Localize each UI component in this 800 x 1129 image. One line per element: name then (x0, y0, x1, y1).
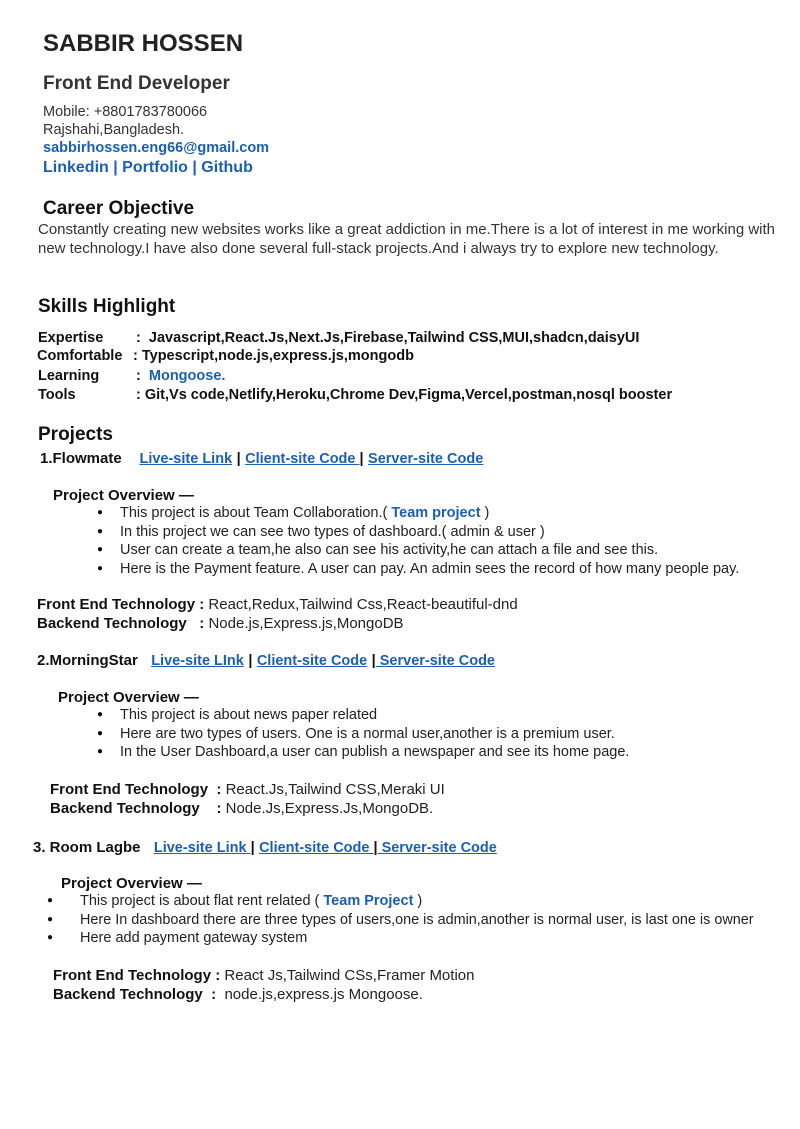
skills-heading: Skills Highlight (38, 296, 176, 317)
project-1-header: 1.Flowmate Live-site Link | Client-site Code | Server-site Code (40, 450, 484, 467)
skill-row-learning: Learning : Mongoose. (38, 368, 226, 384)
project-2-front-tech: Front End Technology : React.Js,Tailwind CSS,Meraki UI (50, 781, 445, 798)
portfolio-link[interactable]: Portfolio (122, 159, 188, 176)
project-title: 2.MorningStar (37, 652, 138, 669)
job-title: Front End Developer (43, 73, 230, 94)
career-objective-text: Constantly creating new websites works like a great addiction in me.There is a lot of interest in me working with new technology.I have also done several full-stack projects.And i always try to explore new technology. (38, 221, 775, 257)
person-name: SABBIR HOSSEN (43, 30, 244, 57)
team-project-tag: Team project (391, 505, 481, 521)
linkedin-link[interactable]: Linkedin (43, 159, 109, 176)
project-overview-label: Project Overview — (53, 487, 194, 504)
list-item: ● This project is about news paper related (120, 707, 629, 726)
project-2-bullets (120, 707, 629, 763)
list-item: ● This project is about flat rent related ( Team Project ) (80, 893, 754, 912)
project-1-front-tech: Front End Technology : React,Redux,Tailwind Css,React-beautiful-dnd (37, 596, 518, 613)
live-site-link[interactable]: Live-site Link (139, 451, 233, 467)
server-site-code-link[interactable]: Server-site Code (377, 840, 497, 856)
project-2-back-tech: Backend Technology : Node.Js,Express.Js,MongoDB. (50, 800, 434, 817)
skill-value: Git,Vs code,Netlify,Heroku,Chrome Dev,Figma,Vercel,postman,nosql booster (144, 387, 673, 403)
profile-links: Linkedin | Portfolio | Github (43, 159, 253, 176)
list-item: ● In this project we can see two types of dashboard.( admin & user ) (120, 524, 739, 543)
skill-value: Typescript,node.js,express.js,mongodb (141, 348, 414, 364)
server-site-code-link[interactable]: Server-site Code (368, 451, 484, 467)
skill-label: Tools (38, 387, 76, 403)
skill-value: Mongoose. (148, 368, 226, 384)
project-3-bullets (80, 893, 754, 949)
list-item: ● In the User Dashboard,a user can publish a newspaper and see its home page. (120, 744, 629, 763)
project-2-header: 2.MorningStar Live-site LInk | Client-site Code | Server-site Code (37, 652, 495, 669)
project-title: 1.Flowmate (40, 450, 122, 467)
list-item: ● User can create a team,he also can see his activity,he can attach a file and see this. (120, 542, 739, 561)
skill-label: Learning (38, 368, 100, 384)
github-link[interactable]: Github (201, 159, 253, 176)
list-item: ● Here In dashboard there are three types of users,one is admin,another is normal user, is last one is owner (80, 912, 754, 931)
project-overview-label: Project Overview — (58, 689, 199, 706)
skill-label: Expertise (38, 330, 104, 346)
project-3-front-tech: Front End Technology : React Js,Tailwind CSs,Framer Motion (53, 967, 475, 984)
list-item: ● Here are two types of users. One is a normal user,another is a premium user. (120, 726, 629, 745)
skill-value: Javascript,React.Js,Next.Js,Firebase,Tailwind CSS,MUI,shadcn,daisyUI (148, 330, 640, 346)
client-site-code-link[interactable]: Client-site Code (245, 451, 360, 467)
career-objective-heading: Career Objective (43, 198, 195, 219)
project-title: 3. Room Lagbe (33, 839, 141, 856)
list-item: ● This project is about Team Collaboration.( Team project ) (120, 505, 739, 524)
email-link[interactable]: sabbirhossen.eng66@gmail.com (43, 140, 270, 156)
project-3-header: 3. Room Lagbe Live-site Link | Client-site Code | Server-site Code (33, 839, 497, 856)
live-site-link[interactable]: Live-site LInk (151, 653, 244, 669)
projects-heading: Projects (38, 424, 113, 445)
list-item: ● Here add payment gateway system (80, 930, 754, 949)
project-1-back-tech: Backend Technology : Node.js,Express.js,MongoDB (37, 615, 404, 632)
mobile-number: Mobile: +8801783780066 (43, 104, 208, 120)
client-site-code-link[interactable]: Client-site Code (256, 653, 368, 669)
team-project-tag: Team Project (323, 893, 414, 909)
project-1-bullets (120, 505, 739, 579)
skill-row-expertise: Expertise : Javascript,React.Js,Next.Js,Firebase,Tailwind CSS,MUI,shadcn,daisyUI (38, 330, 640, 346)
client-site-code-link[interactable]: Client-site Code (259, 840, 374, 856)
skill-row-comfortable: Comfortable : Typescript,node.js,express.js,mongodb (37, 348, 414, 364)
server-site-code-link[interactable]: Server-site Code (375, 653, 495, 669)
skill-row-tools: Tools : Git,Vs code,Netlify,Heroku,Chrome Dev,Figma,Vercel,postman,nosql booster (38, 387, 673, 403)
project-3-back-tech: Backend Technology : node.js,express.js Mongoose. (53, 986, 423, 1003)
live-site-link[interactable]: Live-site Link (153, 840, 251, 856)
list-item: ● Here is the Payment feature. A user can pay. An admin sees the record of how many people pay. (120, 561, 739, 580)
location: Rajshahi,Bangladesh. (43, 122, 185, 138)
project-overview-label: Project Overview — (61, 875, 202, 892)
skill-label: Comfortable (37, 348, 123, 364)
